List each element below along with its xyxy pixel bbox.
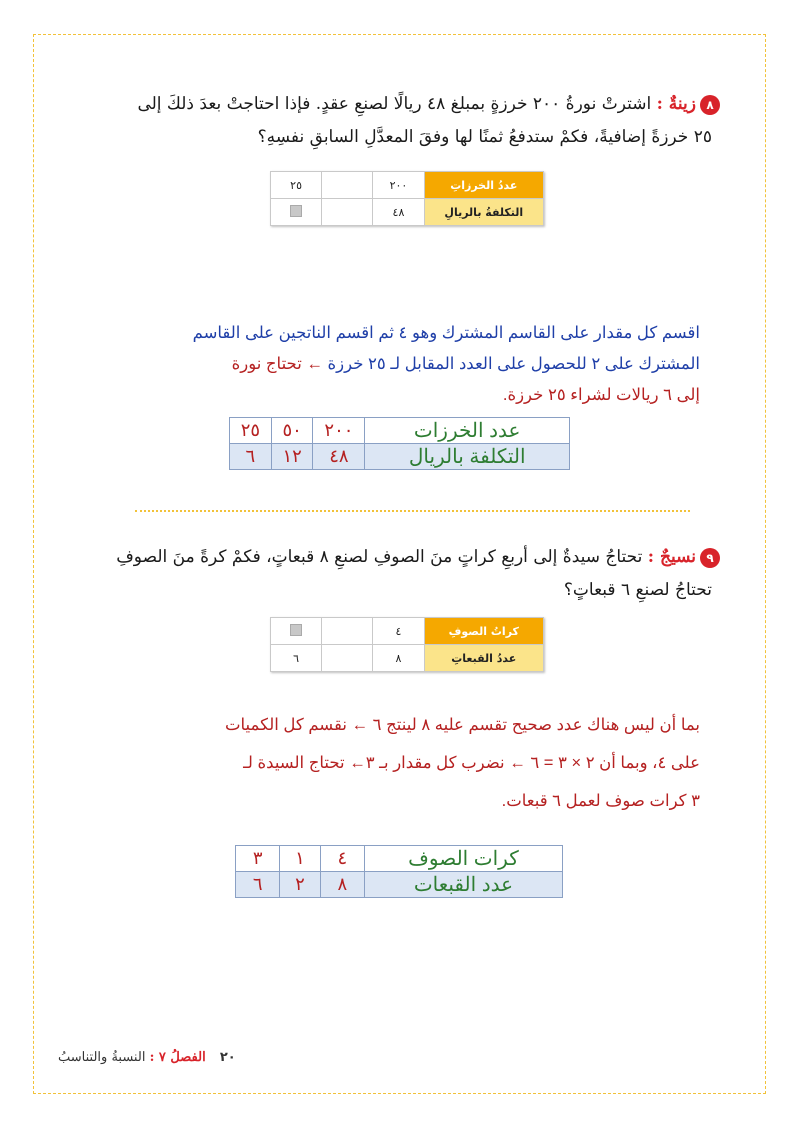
unknown-box-icon <box>290 624 302 636</box>
answer-9-line-2: على ٤، وبما أن ٢ × ٣ = ٦ ← نضرب كل مقدار بـ ٣← تحتاج السيدة لـ <box>243 754 700 772</box>
answer-9 <box>100 706 700 820</box>
answer-9-table <box>235 845 563 898</box>
table-header-cell: عددُ الخرزاتِ <box>424 172 543 199</box>
table-cell: ٤٨ <box>373 199 424 226</box>
answer-table-cell: ٤٨ <box>313 444 365 470</box>
arrow-icon: ← <box>306 355 323 373</box>
page-footer <box>58 1050 236 1065</box>
question-8-line-1 <box>100 88 720 121</box>
question-9 <box>100 541 720 607</box>
table-cell: ٦ <box>271 645 322 672</box>
answer-8-line-3: إلى ٦ ريالات لشراء ٢٥ خرزة. <box>502 386 700 404</box>
answer-table-cell: ١٢ <box>271 444 313 470</box>
unknown-box-icon <box>290 205 302 217</box>
question-number-badge: ٩ <box>700 548 720 568</box>
table-cell <box>322 618 373 645</box>
table-cell <box>322 645 373 672</box>
answer-8-table <box>229 417 570 470</box>
question-heading: زينةٌ : <box>656 94 696 114</box>
answer-8-line-2: المشترك على ٢ للحصول على العدد المقابل لـ ٢٥ خرزة ← تحتاج نورة <box>231 355 700 373</box>
table-cell: ٢٥ <box>271 172 322 199</box>
answer-8-line-1: اقسم كل مقدار على القاسم المشترك وهو ٤ ثم اقسم الناتجين على القاسم <box>192 324 700 342</box>
answer-table-cell: ٨ <box>320 872 364 898</box>
question-8 <box>100 88 720 154</box>
answer-table-cell: ١ <box>280 846 320 872</box>
answer-table-label: عدد الخرزات <box>365 418 570 444</box>
table-cell <box>322 199 373 226</box>
answer-table-cell: ٢٠٠ <box>313 418 365 444</box>
question-number-badge: ٨ <box>700 95 720 115</box>
answer-table-cell: ٤ <box>320 846 364 872</box>
answer-9-line-1: بما أن ليس هناك عدد صحيح تقسم عليه ٨ لينتج ٦ ← نقسم كل الكميات <box>225 716 700 734</box>
answer-table-cell: ٥٠ <box>271 418 313 444</box>
answer-table-label: عدد القبعات <box>364 872 562 898</box>
answer-table-cell: ٦ <box>236 872 280 898</box>
question-9-table <box>270 617 544 672</box>
table-cell <box>322 172 373 199</box>
table-cell: ٤ <box>373 618 424 645</box>
answer-table-cell: ٢٥ <box>230 418 272 444</box>
chapter-title: النسبةُ والتناسبُ <box>58 1050 146 1065</box>
table-cell-unknown <box>271 618 322 645</box>
answer-table-label: كرات الصوف <box>364 846 562 872</box>
table-cell-unknown <box>271 199 322 226</box>
answer-table-cell: ٦ <box>230 444 272 470</box>
question-text: اشترتْ نورةُ ٢٠٠ خرزةٍ بمبلغ ٤٨ ريالًا لصنعِ عقدٍ. فإذا احتاجتْ بعدَ ذلكَ إلى <box>137 94 652 114</box>
table-header-cell: كراتُ الصوفِ <box>424 618 543 645</box>
question-8-line-2: ٢٥ خرزةً إضافيةً، فكمْ ستدفعُ ثمنًا لها وفقَ المعدَّلِ السابقِ نفسِهِ؟ <box>257 127 712 147</box>
answer-8 <box>100 318 700 411</box>
chapter-label: الفصلُ ٧ : <box>149 1050 206 1065</box>
question-8-table <box>270 171 544 226</box>
question-text: تحتاجُ سيدةٌ إلى أربعِ كراتٍ منَ الصوفِ لصنعِ ٨ قبعاتٍ، فكمْ كرةً منَ الصوفِ <box>116 547 643 567</box>
table-header-cell: التكلفةُ بالريالِ <box>424 199 543 226</box>
section-divider <box>135 510 690 512</box>
table-header-cell: عددُ القبعاتِ <box>424 645 543 672</box>
table-cell: ٨ <box>373 645 424 672</box>
answer-table-label: التكلفة بالريال <box>365 444 570 470</box>
question-9-line-1 <box>100 541 720 574</box>
answer-table-cell: ٢ <box>280 872 320 898</box>
answer-table-cell: ٣ <box>236 846 280 872</box>
question-heading: نسيجٌ : <box>647 547 696 567</box>
question-9-line-2: تحتاجُ لصنعِ ٦ قبعاتٍ؟ <box>563 580 712 600</box>
page-number: ٢٠ <box>219 1050 236 1065</box>
answer-9-line-3: ٣ كرات صوف لعمل ٦ قبعات. <box>501 792 700 810</box>
table-cell: ٢٠٠ <box>373 172 424 199</box>
